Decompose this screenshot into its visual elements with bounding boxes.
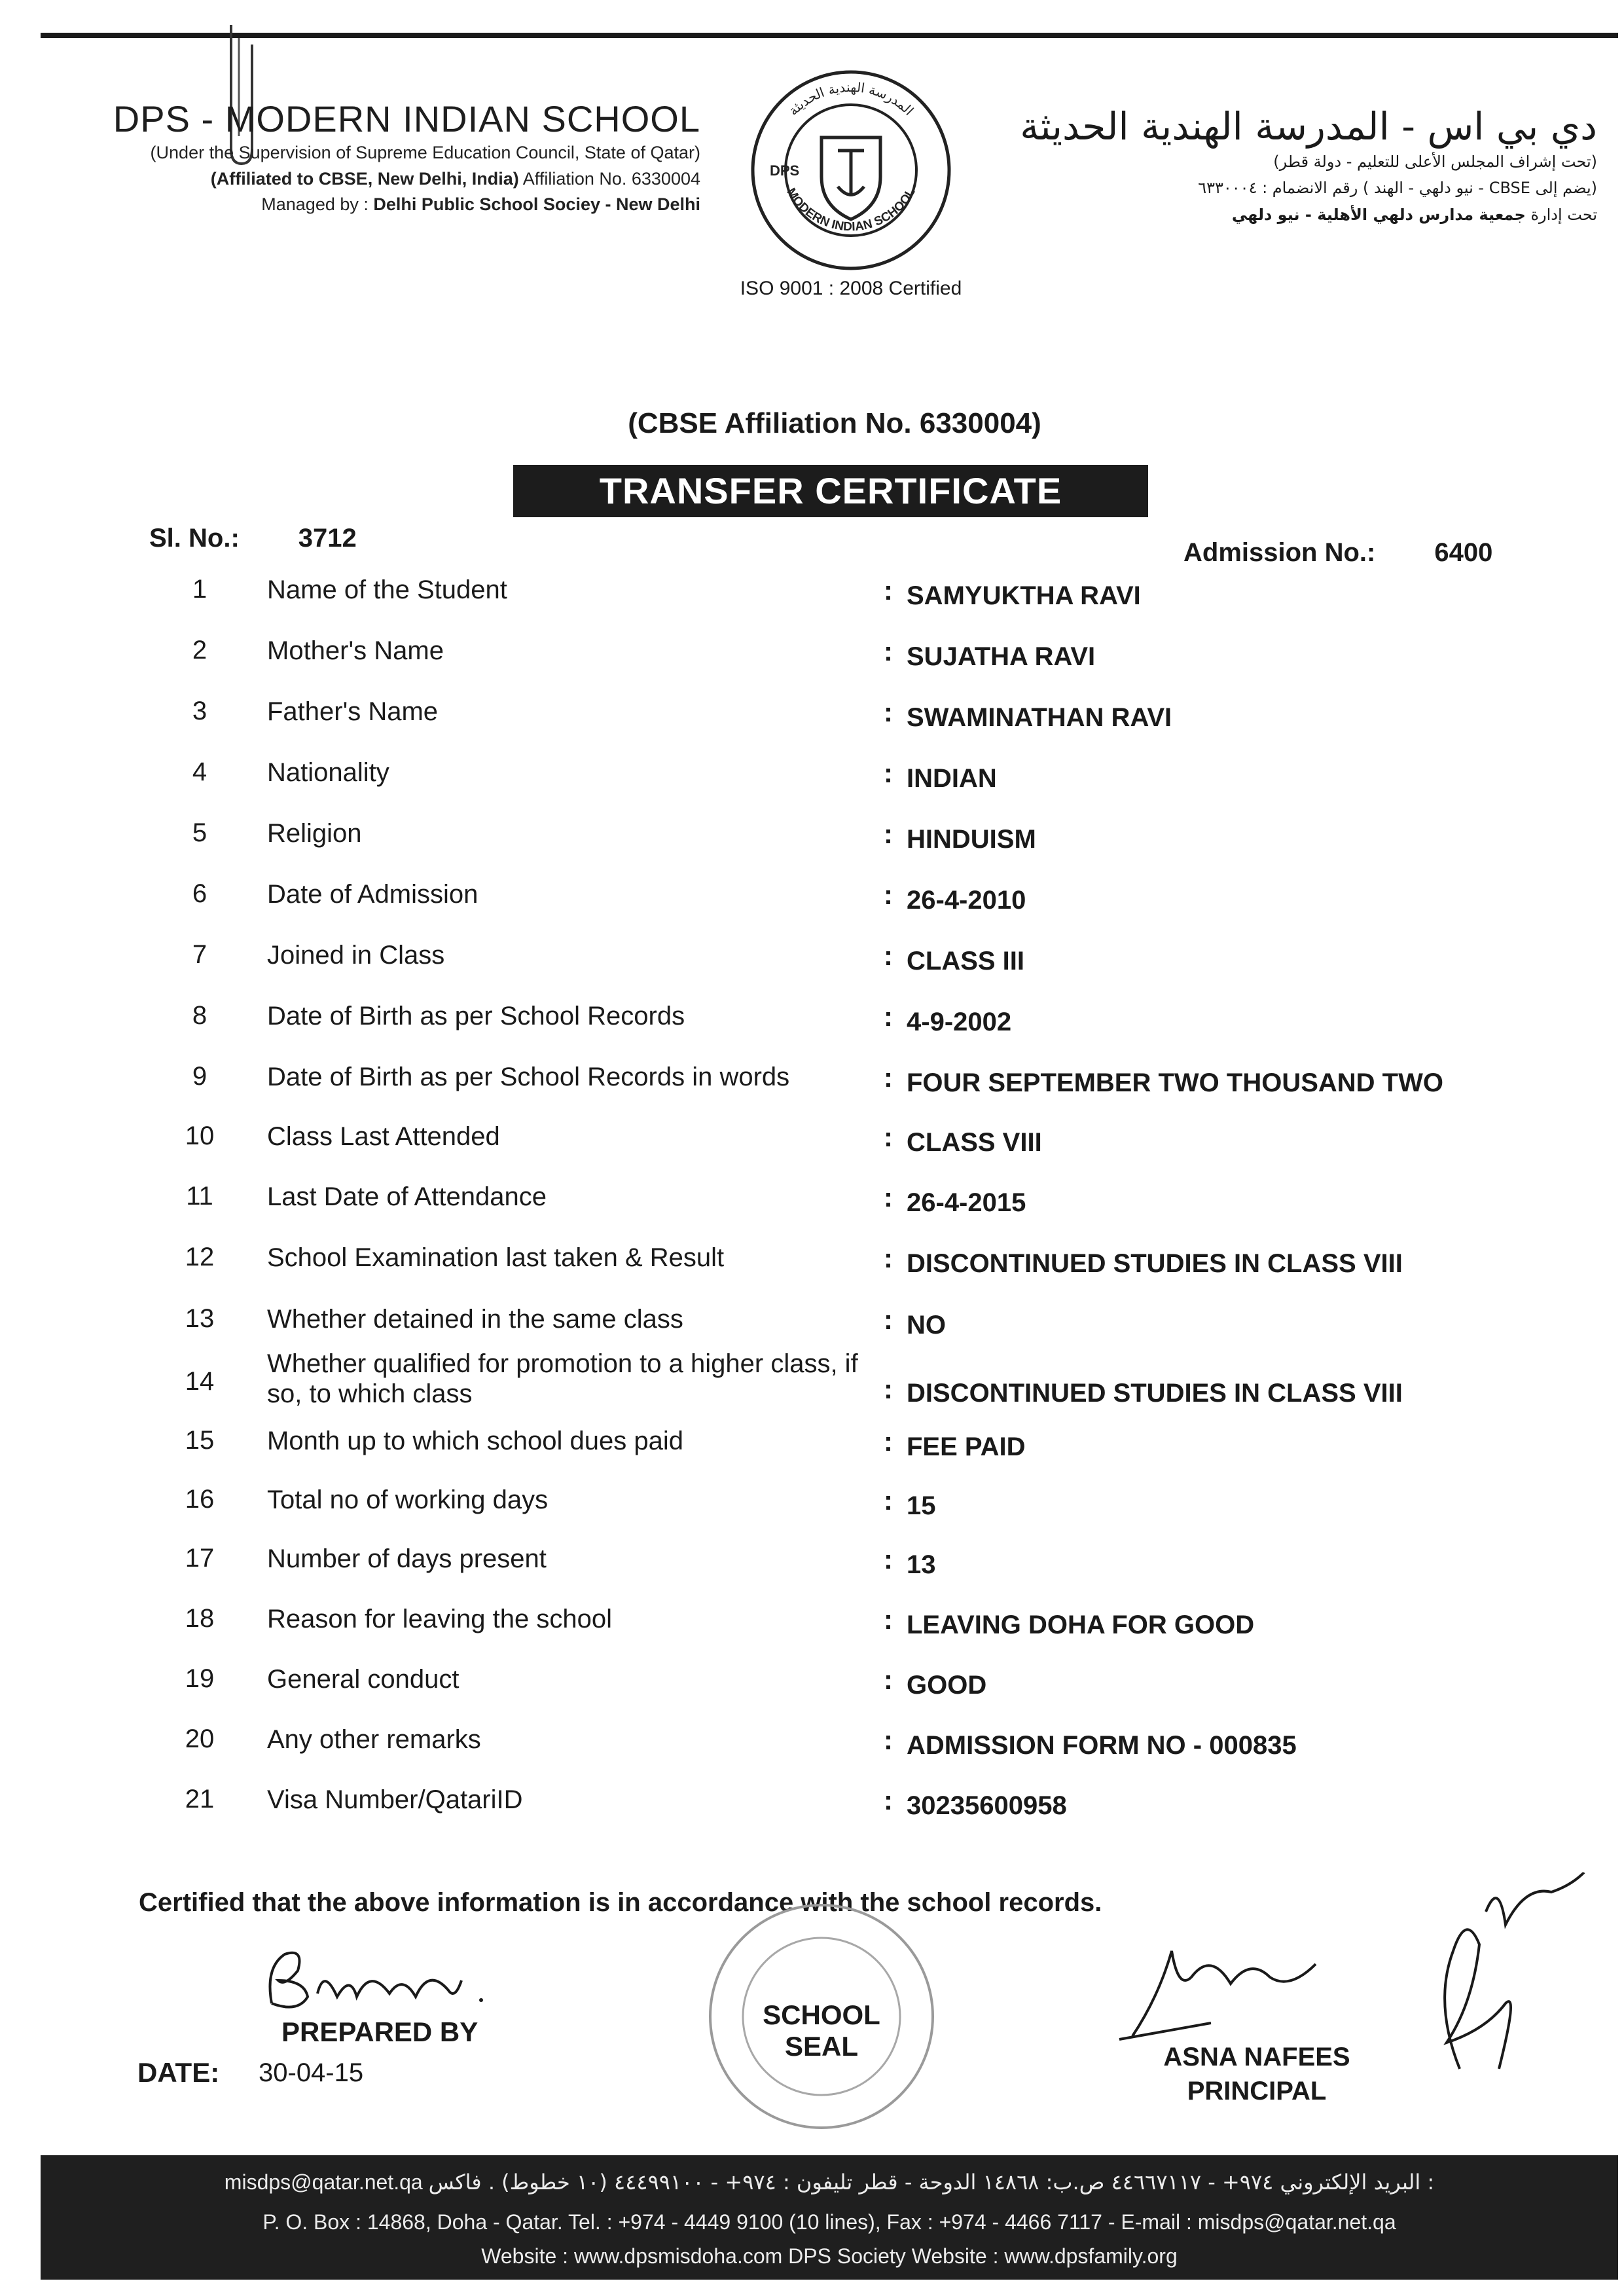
row-colon: :: [884, 1304, 893, 1335]
row-colon: :: [884, 1485, 893, 1516]
row-colon: :: [884, 1062, 893, 1093]
iso-certified: ISO 9001 : 2008 Certified: [740, 278, 962, 299]
serial-number-value: 3712: [298, 524, 357, 553]
footer-contact-arabic: : البريد الإلكتروني ٩٧٤+ - ٤٤٦٦٧١١٧ ص.ب: ١٤٨٦٨ الدوحة - قطر تليفون : ٩٧٤+ - ٤٤٤٩٩١٠٠ (١٠ خطوط) . فاكس: [428, 2170, 1435, 2195]
record-row: [0, 1349, 1624, 1421]
row-value: DISCONTINUED STUDIES IN CLASS VIII: [907, 1379, 1403, 1408]
row-value: 13: [907, 1550, 936, 1579]
row-value: ADMISSION FORM NO - 000835: [907, 1731, 1297, 1760]
row-label: Total no of working days: [267, 1485, 549, 1514]
row-label: Father's Name: [267, 697, 439, 726]
school-header-arabic: [982, 105, 1597, 228]
record-row: [0, 1426, 1624, 1465]
row-value: CLASS III: [907, 947, 1025, 975]
record-row: [0, 1664, 1624, 1704]
row-label: Visa Number/QatariID: [267, 1785, 523, 1814]
managed-by-en: [92, 192, 700, 217]
logo-text-bottom: MODERN INDIAN SCHOOL: [784, 185, 918, 234]
row-number: 18: [185, 1604, 215, 1633]
row-value: 30235600958: [907, 1791, 1067, 1820]
record-row: [0, 1724, 1624, 1764]
row-colon: :: [884, 757, 893, 788]
record-row: [0, 1182, 1624, 1221]
row-colon: :: [884, 697, 893, 727]
school-name-en: DPS - MODERN INDIAN SCHOOL: [113, 98, 700, 139]
logo-text-left: DPS: [770, 162, 800, 179]
admission-number: [1183, 538, 1492, 568]
certificate-title: TRANSFER CERTIFICATE: [513, 465, 1148, 517]
managed-value-en: Delhi Public School Sociey - New Delhi: [373, 194, 700, 214]
row-label: Mother's Name: [267, 636, 444, 665]
footer-websites: Website : www.dpsmisdoha.com DPS Society Website : www.dpsfamily.org: [481, 2244, 1178, 2268]
row-colon: :: [884, 940, 893, 971]
row-label: Reason for leaving the school: [267, 1605, 612, 1633]
row-number: 2: [192, 636, 208, 665]
row-label: Date of Birth as per School Records: [267, 1002, 685, 1030]
affiliation-en: [92, 166, 700, 192]
footer-banner: [41, 2155, 1618, 2280]
record-row: [0, 757, 1624, 797]
row-value: DISCONTINUED STUDIES IN CLASS VIII: [907, 1249, 1403, 1278]
row-number: 19: [185, 1664, 215, 1693]
managed-ar: [982, 202, 1597, 228]
school-header-english: [92, 98, 700, 217]
row-colon: :: [884, 1724, 893, 1755]
admission-number-value: 6400: [1434, 538, 1493, 567]
principal-name: ASNA NAFEES: [1163, 2043, 1350, 2071]
serial-number-label: Sl. No.:: [149, 524, 240, 553]
row-number: 5: [192, 818, 208, 847]
endorsement-signature: [1407, 1872, 1604, 2088]
prepared-by-signature: [259, 1941, 514, 2020]
cbse-affiliation-number: (CBSE Affiliation No. 6330004): [628, 407, 1041, 439]
row-colon: :: [884, 1182, 893, 1212]
row-value: GOOD: [907, 1671, 987, 1700]
row-colon: :: [884, 1544, 893, 1575]
record-row: [0, 1121, 1624, 1161]
date-value: 30-04-15: [259, 2058, 364, 2087]
managed-ar-label: تحت إدارة: [1530, 206, 1597, 225]
row-number: 11: [186, 1182, 213, 1211]
certified-statement: Certified that the above information is in accordance with the school records.: [139, 1888, 1102, 1917]
record-row: [0, 1544, 1624, 1583]
row-value: NO: [907, 1311, 946, 1339]
row-colon: :: [884, 1374, 893, 1404]
row-label: School Examination last taken & Result: [267, 1243, 725, 1272]
row-number: 8: [192, 1001, 208, 1030]
principal-signature: [1106, 1938, 1368, 2049]
row-label: Nationality: [267, 758, 389, 787]
row-value: 26-4-2010: [907, 886, 1026, 915]
row-number: 13: [185, 1304, 215, 1333]
row-value: HINDUISM: [907, 825, 1036, 854]
record-row: [0, 697, 1624, 736]
record-row: [0, 1785, 1624, 1824]
row-value: CLASS VIII: [907, 1128, 1042, 1157]
row-label: General conduct: [267, 1665, 460, 1694]
record-row: [0, 879, 1624, 919]
row-number: 12: [185, 1243, 215, 1271]
prepared-by-label: PREPARED BY: [281, 2016, 478, 2047]
row-label: Class Last Attended: [267, 1122, 500, 1151]
row-label: Whether qualified for promotion to a higher class, if so, to which class: [267, 1349, 858, 1408]
row-colon: :: [884, 1426, 893, 1457]
row-number: 21: [185, 1785, 215, 1813]
row-value: 4-9-2002: [907, 1008, 1012, 1036]
row-label: Number of days present: [267, 1544, 547, 1573]
row-colon: :: [884, 818, 893, 849]
row-label: Religion: [267, 819, 362, 848]
school-seal-label: SCHOOL SEAL: [763, 1999, 880, 2062]
row-number: 4: [192, 757, 208, 786]
school-logo-icon: [746, 65, 956, 275]
record-row: [0, 1243, 1624, 1282]
affiliation-bold-en: (Affiliated to CBSE, New Delhi, India): [210, 168, 519, 189]
row-value: LEAVING DOHA FOR GOOD: [907, 1611, 1255, 1639]
row-number: 15: [185, 1426, 215, 1455]
footer-email: misdps@qatar.net.qa: [224, 2170, 423, 2194]
admission-number-label: Admission No.:: [1183, 538, 1376, 567]
row-label: Any other remarks: [267, 1725, 481, 1754]
record-row: [0, 1304, 1624, 1343]
school-name-ar: دي بي اس - المدرسة الهندية الحديثة: [1020, 104, 1597, 149]
footer-line-contact: [41, 2170, 1618, 2195]
row-number: 1: [192, 575, 208, 604]
row-colon: :: [884, 1001, 893, 1032]
row-number: 6: [192, 879, 208, 908]
affiliation-ar: (يضم إلى CBSE - نيو دلهي - الهند ) رقم الانضمام : ٦٣٣٠٠٠٤: [1198, 179, 1597, 198]
row-number: 7: [192, 940, 208, 969]
principal-title: PRINCIPAL: [1187, 2077, 1327, 2105]
row-value: 26-4-2015: [907, 1188, 1026, 1217]
row-value: SAMYUKTHA RAVI: [907, 581, 1141, 610]
row-colon: :: [884, 1604, 893, 1635]
managed-label-en: Managed by :: [261, 194, 369, 214]
row-colon: :: [884, 1664, 893, 1695]
row-number: 9: [192, 1062, 208, 1091]
row-value: FEE PAID: [907, 1432, 1026, 1461]
record-row: [0, 1485, 1624, 1524]
row-value: 15: [907, 1491, 936, 1520]
affiliation-no-en: Affiliation No. 6330004: [522, 168, 700, 189]
row-number: 20: [185, 1724, 215, 1753]
row-label: Date of Birth as per School Records in words: [267, 1063, 790, 1091]
row-number: 3: [192, 697, 208, 725]
row-colon: :: [884, 879, 893, 910]
footer-address: P. O. Box : 14868, Doha - Qatar. Tel. : +974 - 4449 9100 (10 lines), Fax : +974 - 4466 7117 - E-mail : misdps@qatar.net.qa: [262, 2210, 1396, 2234]
record-row: [0, 636, 1624, 675]
row-label: Date of Admission: [267, 880, 478, 909]
row-label: Month up to which school dues paid: [267, 1427, 683, 1455]
record-row: [0, 1062, 1624, 1101]
record-row: [0, 940, 1624, 979]
row-value: SUJATHA RAVI: [907, 642, 1096, 671]
row-number: 10: [185, 1121, 215, 1150]
row-label: Whether detained in the same class: [267, 1305, 683, 1334]
record-row: [0, 1001, 1624, 1040]
row-label: Joined in Class: [267, 941, 445, 970]
row-colon: :: [884, 1243, 893, 1273]
top-rule: [41, 33, 1618, 38]
managed-ar-value: جمعية مدارس دلهي الأهلية - نيو دلهي: [1231, 206, 1526, 225]
record-row: [0, 818, 1624, 858]
date-label: DATE:: [137, 2057, 220, 2088]
row-value: FOUR SEPTEMBER TWO THOUSAND TWO: [907, 1068, 1443, 1097]
row-label: Name of the Student: [267, 575, 507, 604]
logo-text-top: المدرسة الهندية الحديثة: [785, 79, 917, 118]
record-row: [0, 1604, 1624, 1643]
row-number: 17: [185, 1544, 215, 1573]
row-colon: :: [884, 575, 893, 606]
row-colon: :: [884, 1121, 893, 1152]
supervision-ar: (تحت إشراف المجلس الأعلى للتعليم - دولة قطر): [1273, 152, 1597, 171]
row-label: Last Date of Attendance: [267, 1182, 547, 1211]
row-colon: :: [884, 1785, 893, 1815]
record-row: [0, 575, 1624, 614]
row-colon: :: [884, 636, 893, 666]
row-number: 16: [185, 1485, 215, 1514]
supervision-en: (Under the Supervision of Supreme Education Council, State of Qatar): [150, 143, 700, 163]
row-number: 14: [185, 1367, 215, 1396]
row-value: SWAMINATHAN RAVI: [907, 703, 1172, 732]
row-value: INDIAN: [907, 764, 997, 793]
serial-number: [149, 524, 357, 553]
